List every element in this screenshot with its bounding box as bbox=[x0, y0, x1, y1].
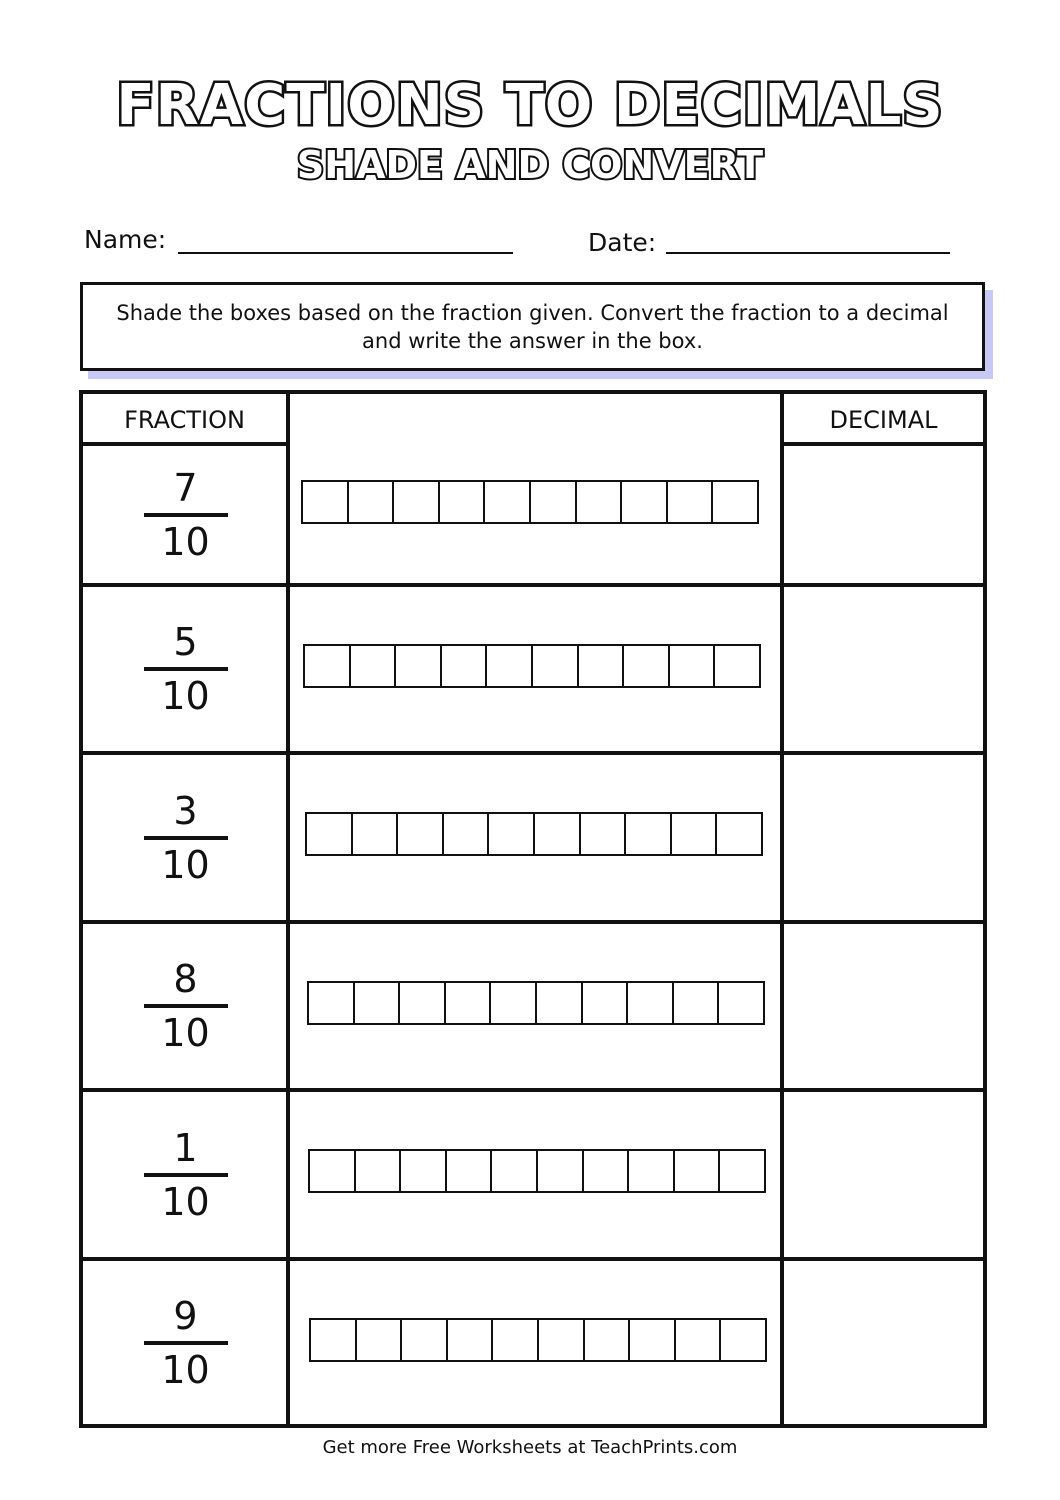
table-row bbox=[83, 587, 983, 751]
shading-strip bbox=[301, 480, 759, 524]
shade-box[interactable] bbox=[622, 482, 668, 522]
table-row bbox=[83, 1092, 983, 1257]
shade-box[interactable] bbox=[440, 482, 486, 522]
shade-box[interactable] bbox=[624, 646, 670, 686]
fraction-denominator: 10 bbox=[161, 1011, 210, 1055]
shade-box[interactable] bbox=[538, 1151, 584, 1191]
shade-box[interactable] bbox=[626, 814, 672, 854]
fraction-numerator: 1 bbox=[173, 1125, 198, 1170]
shade-box[interactable] bbox=[351, 646, 397, 686]
name-label: Name: bbox=[84, 225, 167, 254]
fraction-cell bbox=[83, 446, 288, 583]
fraction-denominator: 10 bbox=[161, 674, 210, 718]
fraction-cell bbox=[83, 755, 288, 920]
shade-box[interactable] bbox=[720, 1151, 764, 1191]
shade-box[interactable] bbox=[579, 646, 625, 686]
worksheet-subtitle: SHADE AND CONVERT bbox=[296, 143, 764, 187]
shade-box[interactable] bbox=[448, 1320, 494, 1360]
shade-box[interactable] bbox=[674, 983, 720, 1023]
fraction-denominator: 10 bbox=[161, 842, 210, 887]
shade-box[interactable] bbox=[396, 646, 442, 686]
shade-box[interactable] bbox=[628, 983, 674, 1023]
fraction-bar bbox=[144, 513, 228, 517]
table-row bbox=[83, 446, 983, 583]
shade-box[interactable] bbox=[355, 983, 401, 1023]
fraction-denominator: 10 bbox=[161, 519, 210, 564]
shade-box[interactable] bbox=[353, 814, 399, 854]
shade-box[interactable] bbox=[485, 482, 531, 522]
shade-box[interactable] bbox=[447, 1151, 493, 1191]
decimal-answer-box[interactable] bbox=[784, 755, 983, 920]
fraction-bar bbox=[144, 836, 228, 840]
shade-box[interactable] bbox=[357, 1320, 403, 1360]
shade-box[interactable] bbox=[672, 814, 718, 854]
table-row bbox=[83, 924, 983, 1088]
decimal-answer-box[interactable] bbox=[784, 1092, 983, 1257]
shade-box[interactable] bbox=[491, 983, 537, 1023]
shade-box[interactable] bbox=[583, 983, 629, 1023]
shade-box[interactable] bbox=[489, 814, 535, 854]
shade-box[interactable] bbox=[400, 983, 446, 1023]
fraction-cell bbox=[83, 1092, 288, 1257]
shade-box[interactable] bbox=[442, 646, 488, 686]
shading-strip bbox=[307, 981, 765, 1025]
fraction-table bbox=[79, 390, 987, 1428]
shade-box[interactable] bbox=[668, 482, 714, 522]
table-row bbox=[83, 1261, 983, 1424]
fraction-numerator: 5 bbox=[173, 620, 198, 664]
shade-box[interactable] bbox=[584, 1151, 630, 1191]
shading-strip bbox=[303, 644, 761, 688]
fraction-cell bbox=[83, 1261, 288, 1424]
fraction-numerator: 7 bbox=[173, 465, 198, 510]
shade-box[interactable] bbox=[717, 814, 761, 854]
instructions-text: Shade the boxes based on the fraction given. Convert the fraction to a decimal and write the answer in the box. bbox=[116, 300, 949, 353]
fraction-cell bbox=[83, 587, 288, 751]
shade-box[interactable] bbox=[585, 1320, 631, 1360]
shade-box[interactable] bbox=[307, 814, 353, 854]
fraction-numerator: 9 bbox=[173, 1293, 198, 1338]
instructions-box bbox=[80, 282, 985, 371]
fraction-cell bbox=[83, 924, 288, 1088]
shade-box[interactable] bbox=[713, 482, 757, 522]
worksheet-title: FRACTIONS TO DECIMALS bbox=[116, 73, 944, 138]
shade-box[interactable] bbox=[676, 1320, 722, 1360]
shade-box[interactable] bbox=[493, 1320, 539, 1360]
shade-box[interactable] bbox=[629, 1151, 675, 1191]
shade-box[interactable] bbox=[356, 1151, 402, 1191]
fraction-numerator: 8 bbox=[173, 957, 198, 1001]
shade-box[interactable] bbox=[715, 646, 759, 686]
fraction-bar bbox=[144, 1173, 228, 1177]
shade-box[interactable] bbox=[535, 814, 581, 854]
decimal-answer-box[interactable] bbox=[784, 587, 983, 751]
shade-box[interactable] bbox=[539, 1320, 585, 1360]
date-field[interactable] bbox=[666, 252, 950, 254]
shade-box[interactable] bbox=[310, 1151, 356, 1191]
table-row bbox=[83, 755, 983, 920]
date-label: Date: bbox=[588, 228, 657, 257]
shade-box[interactable] bbox=[581, 814, 627, 854]
decimal-column-header: DECIMAL bbox=[829, 405, 938, 434]
shade-box[interactable] bbox=[398, 814, 444, 854]
shading-strip bbox=[308, 1149, 766, 1193]
fraction-bar bbox=[144, 1341, 228, 1345]
fraction-numerator: 3 bbox=[173, 788, 198, 833]
decimal-answer-box[interactable] bbox=[784, 446, 983, 583]
shade-box[interactable] bbox=[401, 1151, 447, 1191]
shade-box[interactable] bbox=[394, 482, 440, 522]
fraction-denominator: 10 bbox=[161, 1347, 210, 1392]
footer-credit: Get more Free Worksheets at TeachPrints.com bbox=[322, 1437, 738, 1458]
shade-box[interactable] bbox=[675, 1151, 721, 1191]
shade-box[interactable] bbox=[537, 983, 583, 1023]
shade-box[interactable] bbox=[630, 1320, 676, 1360]
shade-box[interactable] bbox=[487, 646, 533, 686]
shade-box[interactable] bbox=[670, 646, 716, 686]
decimal-answer-box[interactable] bbox=[784, 924, 983, 1088]
shade-box[interactable] bbox=[349, 482, 395, 522]
name-field[interactable] bbox=[178, 252, 513, 254]
shade-box[interactable] bbox=[303, 482, 349, 522]
shading-strip bbox=[309, 1318, 767, 1362]
fraction-denominator: 10 bbox=[161, 1179, 210, 1224]
shading-strip bbox=[305, 812, 763, 856]
shade-box[interactable] bbox=[533, 646, 579, 686]
shade-box[interactable] bbox=[577, 482, 623, 522]
shade-box[interactable] bbox=[719, 983, 763, 1023]
shade-box[interactable] bbox=[305, 646, 351, 686]
decimal-answer-box[interactable] bbox=[784, 1261, 983, 1424]
shade-box[interactable] bbox=[311, 1320, 357, 1360]
shade-box[interactable] bbox=[721, 1320, 765, 1360]
shade-box[interactable] bbox=[531, 482, 577, 522]
shade-box[interactable] bbox=[309, 983, 355, 1023]
shade-box[interactable] bbox=[446, 983, 492, 1023]
fraction-bar bbox=[144, 667, 228, 671]
fraction-column-header: FRACTION bbox=[124, 405, 245, 434]
shade-box[interactable] bbox=[444, 814, 490, 854]
shade-box[interactable] bbox=[402, 1320, 448, 1360]
fraction-bar bbox=[144, 1004, 228, 1008]
shade-box[interactable] bbox=[492, 1151, 538, 1191]
